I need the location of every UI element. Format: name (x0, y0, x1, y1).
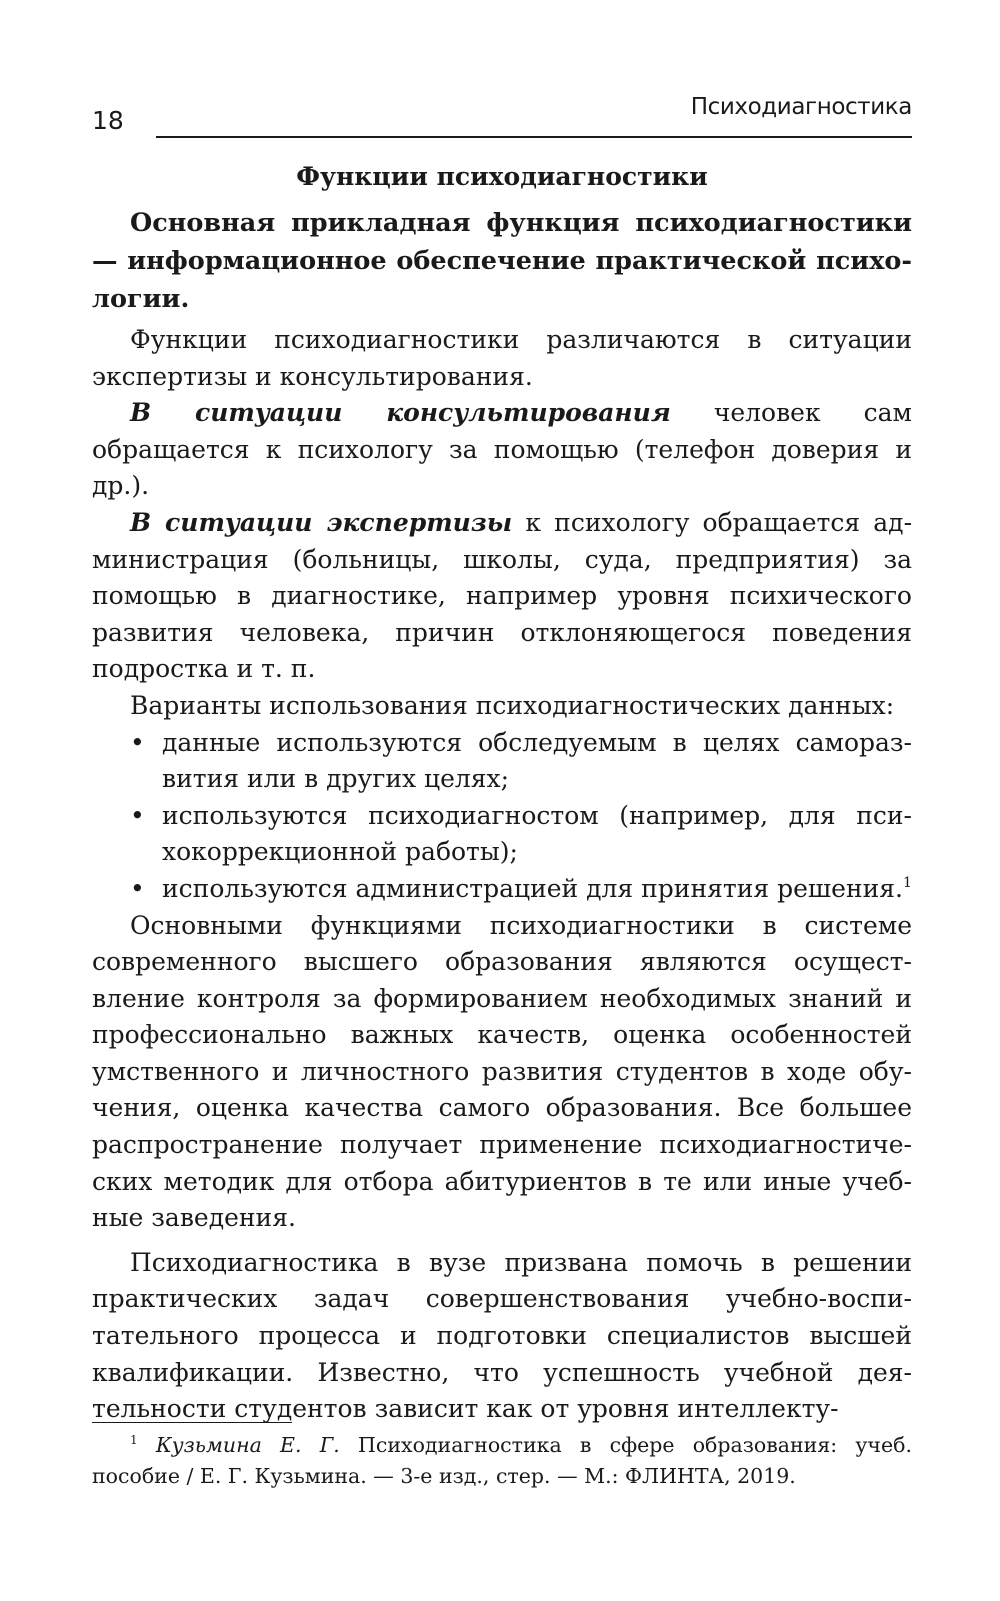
bullet-icon: • (130, 727, 145, 757)
list-item (92, 725, 912, 798)
footnote-text: Психодиагностика в сфере образования: учеб. пособие / Е. Г. Кузьмина. — 3-е изд., стер. — М.: ФЛИНТА, 2019. (92, 1433, 912, 1488)
footnote (92, 1430, 912, 1492)
list-item (92, 798, 912, 871)
page-number: 18 (92, 106, 124, 135)
emphasis-consulting: В ситуации консультирования (130, 398, 671, 428)
bullet-icon: • (130, 800, 145, 830)
section-title: Функции психодиагностики (296, 162, 708, 191)
footnote-rule (92, 1422, 292, 1423)
paragraph-expertise-text: к психологу обращается администрация (больницы, школы, суда, предприятия) за помощью в диагностике, например уровня психического развития человека, причин отклоняющегося поведения подростка и т. п. (92, 507, 913, 684)
paragraph-expertise (92, 505, 912, 688)
paragraph-variants-intro: Варианты использования психодиагностических данных: (130, 690, 895, 720)
bullet-icon: • (130, 873, 145, 903)
page-body (92, 160, 912, 1428)
footnote-author: Кузьмина Е. Г. (155, 1433, 340, 1457)
paragraph-functions: Функции психодиагностики различаются в ситуации экспертизы и консультирования. (92, 325, 912, 391)
header-rule (156, 136, 912, 138)
running-title: Психодиагностика (690, 94, 912, 120)
paragraph-university: Психодиагностика в вузе призвана помочь в решении практических задач совершенствования учебно-воспитательного процесса и подготовки специалистов высшей квалификации. Известно, что успешность учебной деятельности студентов зависит как от уровня интеллекту- (92, 1247, 912, 1424)
footnote-reference[interactable]: 1 (903, 874, 912, 891)
emphasis-expertise: В ситуации экспертизы (130, 507, 513, 537)
paragraph-consulting (92, 395, 912, 505)
lead-paragraph: Основная прикладная функция психодиагностики — информационное обеспечение практической психологии. (92, 208, 912, 314)
running-header (92, 92, 912, 142)
list-item-text: данные используются обследуемым в целях саморазвития или в других целях; (162, 727, 912, 794)
list-item-text: используются администрацией для принятия решения. (162, 873, 903, 903)
variants-list (92, 725, 912, 908)
footnote-marker: 1 (130, 1433, 138, 1447)
paragraph-higher-education: Основными функциями психодиагностики в системе современного высшего образования являются осуществление контроля за формированием необходимых знаний и профессионально важных качеств, оценка особенностей умственного и личностного развития студентов в ходе обучения, оценка качества самого образования. Все большее распространение получает применение психодиагностических методик для отбора абитуриентов в те или иные учебные заведения. (92, 910, 912, 1233)
list-item-text: используются психодиагностом (например, для психокоррекционной работы); (162, 800, 912, 867)
list-item (92, 871, 912, 908)
paragraph-consulting-text: человек сам обращается к психологу за помощью (телефон доверия и др.). (92, 398, 912, 501)
